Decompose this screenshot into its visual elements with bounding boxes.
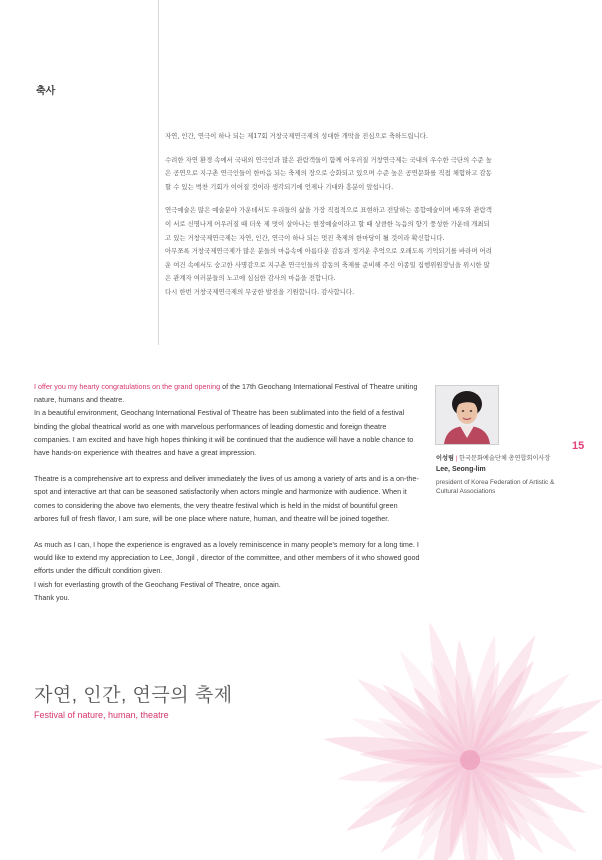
english-paragraph-3c: Thank you. [34, 592, 70, 602]
flower-petal [341, 751, 475, 839]
flower-petal [357, 752, 473, 817]
footer-title-english: Festival of nature, human, theatre [34, 710, 169, 720]
flower-petal [461, 760, 478, 860]
flower-petal [465, 687, 540, 765]
flower-petal [385, 754, 475, 835]
english-intro-rest: of the 17th Geochang International Festival of Theatre uniting nature, humans and theatre. [34, 382, 418, 405]
flower-petal [444, 759, 477, 860]
divider-vertical [158, 0, 159, 345]
author-title-kr: 한국문화예술단체 총연합회이사장 [459, 455, 551, 462]
author-name-kr: 이성림 [436, 455, 454, 462]
flower-petal [422, 757, 479, 860]
flower-petal [415, 757, 475, 841]
english-paragraph-3a: As much as I can, I hope the experience is engraved as a lovely reminiscence in many people's memory for a long time. I would like to extend my appreciation to Lee, Jongil , director of the committee, and other members of it who showed good efforts under the difficult condition given. [34, 540, 420, 576]
flower-petal [451, 639, 479, 761]
section-label: 축사 [36, 86, 56, 97]
flower-petal [466, 690, 602, 769]
english-intro-highlight: I offer you my hearty congratulations on the grand opening [34, 382, 221, 391]
flower-petal [463, 755, 549, 859]
korean-text-block [165, 130, 495, 310]
flower-petal [470, 751, 602, 777]
flower-petal [468, 754, 558, 796]
flower-petal [469, 739, 570, 767]
flower-petal [464, 753, 584, 860]
korean-paragraph-3-text: 연극예술은 많은 예술분야 가운데서도 우리들의 삶을 가장 직접적으로 표현하고 전달하는 종합예술이며 배우와 관람객이 서로 신명나게 어우러질 때 더욱 제 멋이 살아나는 현장예술이라고 할 때 상큼한 녹음의 향기 풍성한 가운데 개최되고 있는 거창국제연극제는 자연, 인간, 연극이 하나 되는 멋진 축제의 한마당이 될 것이라 확신합니다. [165, 206, 492, 242]
flower-petal [464, 670, 476, 760]
flower-petal [392, 646, 477, 765]
flower-petal [322, 729, 471, 770]
flower-petal [466, 699, 568, 766]
flower-petal [359, 747, 471, 768]
flower-petal [464, 667, 576, 767]
flower-petal [420, 619, 480, 763]
author-affiliation: president of Korea Federation of Artistic & Cultural Associations [436, 479, 555, 495]
flower-petal [460, 759, 494, 860]
flower-petal [466, 752, 590, 821]
flower-petal [408, 683, 475, 764]
flower-petal [461, 630, 544, 764]
flower-petal [424, 658, 477, 763]
flower-petal [374, 754, 476, 859]
korean-paragraph-4: 아무쪼록 거창국제연극제가 많은 분들의 마음속에 아름다운 감동과 정겨운 추억으로 오래도록 기억되기를 바라며 어려운 여건 속에서도 숭고한 사명감으로 지구촌 연극인들의 감동의 축제를 준비해 주신 이종일 집행위원장님을 위시한 많은 관계자 여러분들의 노고에 심심한 감사의 마음을 전합니다. [165, 247, 492, 283]
flower-petal [377, 678, 475, 766]
author-name-korean [436, 453, 550, 462]
flower-petal [374, 753, 471, 788]
english-paragraph-1 [34, 380, 422, 459]
flower-petal [464, 756, 527, 844]
author-photo [435, 385, 499, 445]
flower-petal [466, 754, 560, 827]
flower-petal [463, 758, 509, 860]
english-text-block [34, 380, 422, 617]
flower-petal [336, 751, 471, 788]
english-paragraph-1-rest: In a beautiful environment, Geochang International Festival of Theatre has been sublimated into the field of a festival binding the global theatrical world as one with marvelous performances of leading domestic and foreign theatre companies. I am excited and have high hopes thinking it will be continued that the audience will have a noble chance to have hands-on experience with theatres and have a great impression. [34, 408, 414, 458]
korean-paragraph-5: 다시 한번 거창국제연극제의 무궁한 발전을 기원합니다. 감사합니다. [165, 287, 355, 296]
flower-petal [410, 756, 477, 860]
english-paragraph-2: Theatre is a comprehensive art to express and deliver immediately the lives of us among a variety of arts and is a on-the-spot and interactive art that can be seasoned satisfactorily when actors mingle and harmonize with audience. When it comes to considering the above two elements, the very theatre festival which is held in the midst of bountiful green arbores full of fresh flavor, I am sure, will be one place where nature, human, and theatre will be joined together. [34, 474, 419, 523]
english-paragraph-3b: I wish for everlasting growth of the Geochang Festival of Theatre, once again. [34, 579, 281, 589]
flower-petal [352, 671, 476, 768]
flower-petal [461, 634, 503, 762]
korean-paragraph-1: 자연, 인간, 연극이 하나 되는 제17회 거창국제연극제의 성대한 개막을 진심으로 축하드립니다. [165, 132, 428, 140]
flower-petal [461, 757, 527, 860]
flower-petal [374, 711, 473, 766]
flower-center [460, 750, 480, 770]
korean-paragraph-3 [165, 204, 495, 245]
page-number: 15 [572, 440, 585, 452]
author-name-english: Lee, Seong-lim [436, 466, 486, 473]
flower-petal [469, 752, 584, 784]
flower-petal [349, 710, 473, 768]
english-paragraph-3 [34, 538, 422, 604]
name-separator: | [455, 455, 458, 462]
footer-title-korean: 자연, 인간, 연극의 축제 [34, 685, 233, 706]
flower-petal [463, 656, 541, 764]
flower-petal [468, 723, 592, 768]
flower-petal [463, 658, 506, 762]
portrait-image [436, 386, 498, 444]
korean-paragraph-2: 수려한 자연 환경 속에서 국내외 연극인과 많은 관람객들이 함께 어우러질 거창연극제는 국내의 우수한 극단의 수준 높은 공연으로 지구촌 연극인들이 한마음 되는 축제의 장으로 승화되고 있으며 수준 높은 공연문화를 직접 체험하고 감동할 수 있는 벅찬 기회가 이어질 것이라 생각되기에 언제나 기대와 흥분이 앞섭니다. [165, 155, 492, 191]
